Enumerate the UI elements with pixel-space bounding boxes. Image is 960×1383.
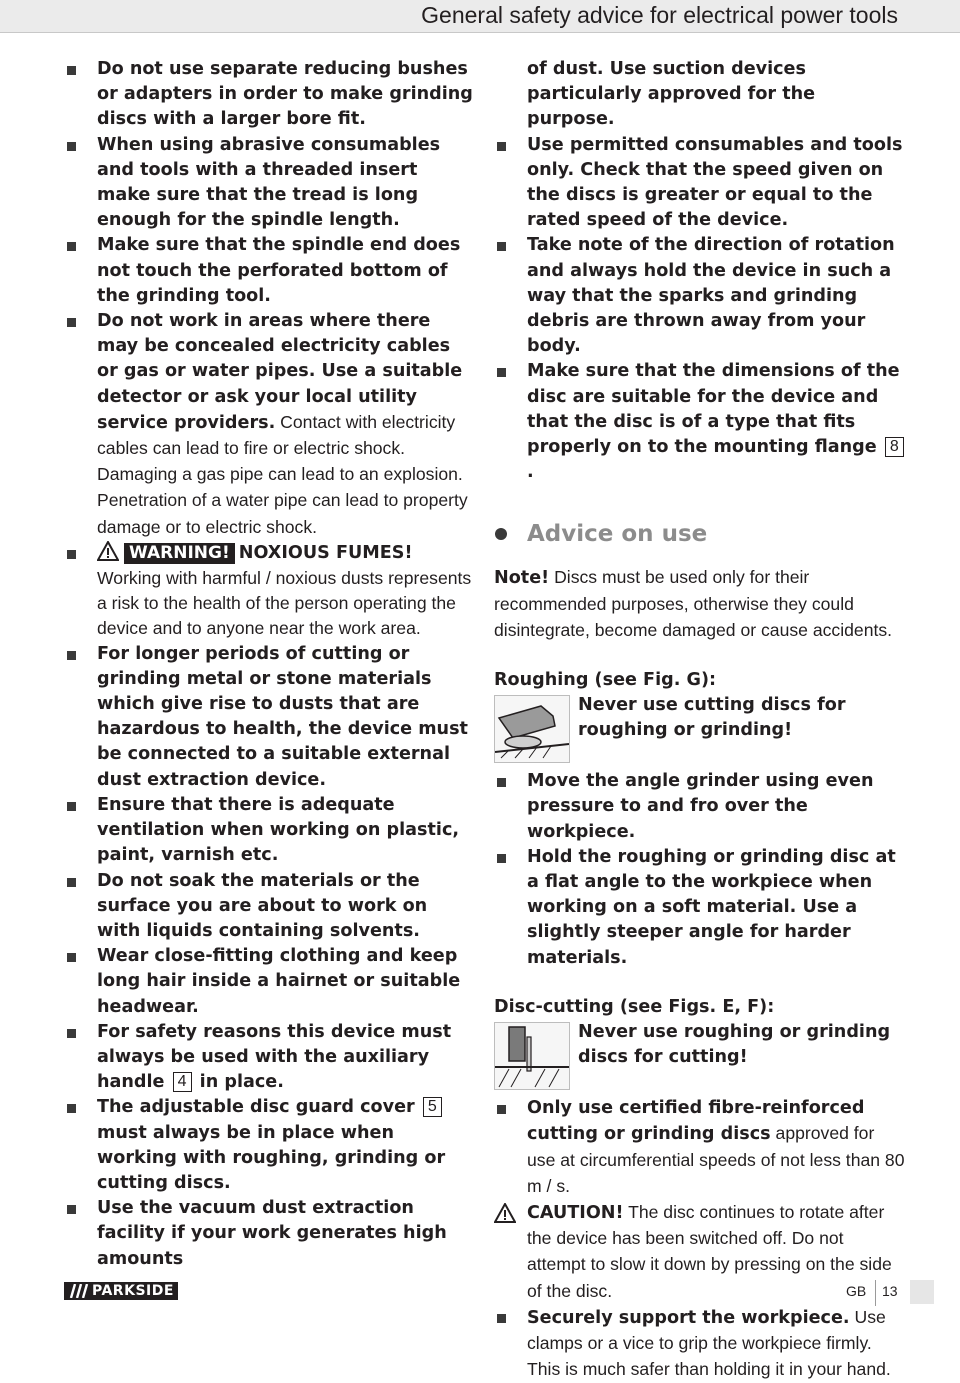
list-item: Use permitted consumables and tools only. Check that the speed given on the discs is greater or equal to the rated speed of the device. bbox=[494, 133, 906, 234]
list-item: Use the vacuum dust extraction facility if your work generates high amounts bbox=[64, 1196, 474, 1272]
list-item: Do not use separate reducing bushes or adapters in order to make grinding discs with a larger bore fit. bbox=[64, 57, 474, 133]
bullet-icon bbox=[67, 142, 76, 151]
cutting-heading: Disc-cutting (see Figs. E, F): bbox=[494, 996, 775, 1017]
cutting-figure-row bbox=[494, 1020, 906, 1096]
list-item: Hold the roughing or grinding disc at a flat angle to the workpiece when working on a soft material. Use a slightly steeper angle for harder materials. bbox=[494, 845, 906, 971]
footer-tab-marker bbox=[910, 1280, 934, 1304]
page-number: 13 bbox=[882, 1283, 898, 1299]
bullet-icon bbox=[497, 778, 506, 787]
cutting-warning: Never use roughing or grinding discs for cutting! bbox=[578, 1022, 891, 1068]
list-item: Do not work in areas where there may be concealed electricity cables or gas or water pipes. Use a suitable detector or ask your local utility service providers. Contact with electricity cables can lead to fire or electric shock. Damaging a gas pipe can lead to an explosion. Penetration of a water pipe can lead to property damage or to electric shock. bbox=[64, 309, 474, 541]
caution-triangle-icon bbox=[494, 1203, 516, 1223]
page-title: General safety advice for electrical power tools bbox=[421, 2, 898, 28]
bullet-icon bbox=[67, 1029, 76, 1038]
bullet-icon bbox=[67, 66, 76, 75]
logo-stripes-icon bbox=[69, 1284, 89, 1298]
language-code: GB bbox=[846, 1283, 867, 1299]
list-item: When using abrasive consumables and tools with a threaded insert make sure that the tread is long enough for the spindle length. bbox=[64, 133, 474, 234]
right-column bbox=[494, 57, 906, 1383]
bullet-icon bbox=[67, 550, 76, 559]
bullet-icon bbox=[497, 142, 506, 151]
list-item: Make sure that the dimensions of the disc are suitable for the device and that the disc is of a type that fits properly on to the mounting flange 8. bbox=[494, 359, 906, 485]
roughing-figure-icon bbox=[494, 695, 570, 763]
list-item: Ensure that there is adequate ventilation when working on plastic, paint, varnish etc. bbox=[64, 793, 474, 869]
bullet-icon bbox=[67, 802, 76, 811]
bullet-icon bbox=[67, 878, 76, 887]
bullet-icon bbox=[497, 368, 506, 377]
bullet-icon bbox=[497, 1105, 506, 1114]
list-item: Securely support the workpiece. Use clamps or a vice to grip the workpiece firmly. This is much safer than holding it in your hand. bbox=[494, 1305, 906, 1383]
cutting-figure-icon bbox=[494, 1022, 570, 1090]
roughing-warning: Never use cutting discs for roughing or grinding! bbox=[578, 695, 846, 741]
warning-item bbox=[64, 541, 474, 566]
bullet-icon bbox=[67, 953, 76, 962]
bullet-icon bbox=[67, 651, 76, 660]
list-item: Do not soak the materials or the surface you are about to work on with liquids containing solvents. bbox=[64, 869, 474, 945]
list-item: Wear close-fitting clothing and keep long hair inside a hairnet or suitable headwear. bbox=[64, 944, 474, 1020]
roughing-figure-row bbox=[494, 693, 906, 769]
bullet-icon bbox=[497, 242, 506, 251]
bullet-icon bbox=[67, 318, 76, 327]
warning-text: Working with harmful / noxious dusts represents a risk to the health of the person operating the device and to anyone near the work area. bbox=[97, 568, 472, 639]
list-item: Take note of the direction of rotation and always hold the device in such a way that the sparks and grinding debris are thrown away from your body. bbox=[494, 233, 906, 359]
list-item: Make sure that the spindle end does not touch the perforated bottom of the grinding tool. bbox=[64, 233, 474, 309]
list-item: Move the angle grinder using even pressure to and fro over the workpiece. bbox=[494, 769, 906, 845]
part-number-box: 5 bbox=[423, 1097, 442, 1117]
left-column bbox=[64, 57, 474, 1272]
footer-divider bbox=[875, 1280, 876, 1306]
part-number-box: 8 bbox=[885, 437, 904, 457]
part-number-box: 4 bbox=[173, 1072, 192, 1092]
bullet-icon bbox=[497, 854, 506, 863]
list-item: For longer periods of cutting or grinding metal or stone materials which give rise to dusts that are hazardous to health, the device must be connected to a suitable external dust extraction device. bbox=[64, 642, 474, 793]
list-item: The adjustable disc guard cover 5 must always be in place when working with roughing, grinding or cutting discs. bbox=[64, 1095, 474, 1196]
bullet-icon bbox=[497, 1314, 506, 1323]
caution-paragraph: CAUTION! The disc continues to rotate after the device has been switched off. Do not attempt to slow it down by pressing on the side of the disc. bbox=[494, 1200, 906, 1305]
bullet-icon bbox=[67, 1104, 76, 1113]
list-item: Only use certified fibre-reinforced cutting or grinding discs approved for use at circumferential speeds of not less than 80 m / s. bbox=[494, 1096, 906, 1200]
section-bullet-icon bbox=[495, 528, 507, 540]
brand-name: PARKSIDE bbox=[92, 1283, 174, 1299]
bullet-icon bbox=[67, 242, 76, 251]
roughing-heading: Roughing (see Fig. G): bbox=[494, 670, 717, 691]
warning-triangle-icon bbox=[97, 541, 119, 561]
warning-badge: WARNING! bbox=[124, 543, 235, 564]
brand-logo bbox=[64, 1282, 178, 1300]
list-item: For safety reasons this device must always be used with the auxiliary handle 4 in place. bbox=[64, 1020, 474, 1096]
bullet-icon bbox=[67, 1205, 76, 1214]
warning-title: NOXIOUS FUMES! bbox=[238, 542, 413, 563]
section-heading: Advice on use bbox=[494, 519, 906, 549]
continued-text: of dust. Use suction devices particularly approved for the purpose. bbox=[527, 59, 816, 130]
header-bar bbox=[0, 0, 960, 33]
note-paragraph: Note! Discs must be used only for their recommended purposes, otherwise they could disintegrate, become damaged or cause accidents. bbox=[494, 567, 893, 640]
